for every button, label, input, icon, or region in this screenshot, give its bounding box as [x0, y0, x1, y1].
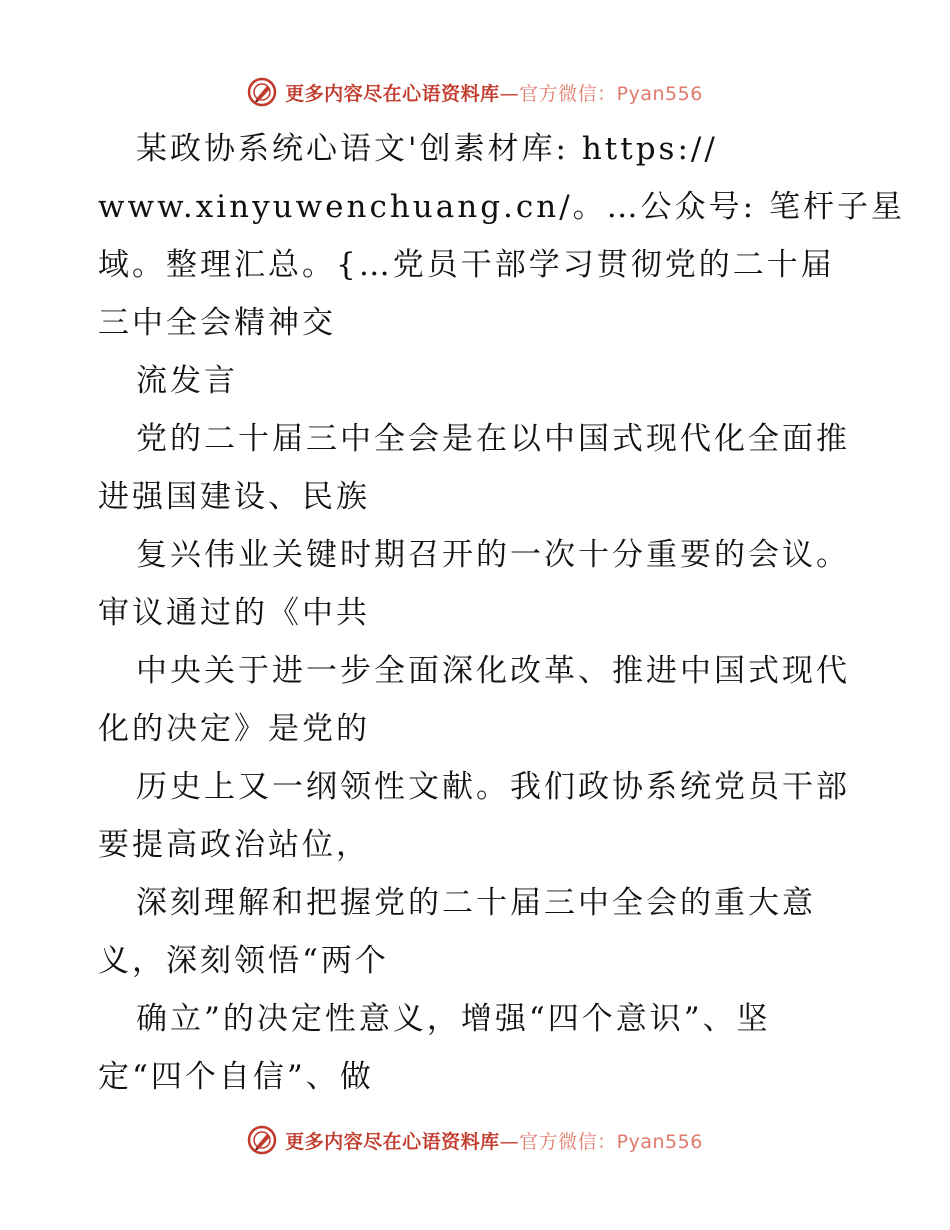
watermark-dash: —: [499, 1130, 520, 1153]
header-watermark: [0, 72, 950, 112]
pen-logo-icon: [247, 1125, 277, 1155]
text-line: 流发言: [136, 363, 238, 399]
text-line: 要提高政治站位，: [98, 827, 370, 863]
text-line: 进强国建设、民族: [98, 479, 370, 515]
text-line: 确立”的决定性意义，增强“四个意识”、坚: [136, 1001, 771, 1037]
footer-watermark: [0, 1120, 950, 1160]
text-line: 深刻理解和把握党的二十届三中全会的重大意: [136, 885, 816, 921]
watermark-text: [285, 1127, 703, 1154]
text-line: www.xinyuwenchuang.cn/。…公众号: 笔杆子星: [98, 189, 905, 225]
text-line: 定“四个自信”、做: [98, 1059, 374, 1095]
watermark-main: 更多内容尽在心语资料库: [285, 82, 500, 105]
document-body: [98, 120, 905, 1106]
text-line: 化的决定》是党的: [98, 711, 370, 747]
text-line: 审议通过的《中共: [98, 595, 370, 631]
text-line: 历史上又一纲领性文献。我们政协系统党员干部: [136, 769, 850, 805]
watermark-sub: 官方微信：Pyan556: [519, 1130, 703, 1153]
text-line: 域。整理汇总。{…党员干部学习贯彻党的二十届: [98, 247, 835, 283]
watermark-sub: 官方微信：Pyan556: [519, 82, 703, 105]
text-line: 中央关于进一步全面深化改革、推进中国式现代: [136, 653, 850, 689]
watermark-main: 更多内容尽在心语资料库: [285, 1130, 500, 1153]
watermark-text: [285, 79, 703, 106]
watermark-dash: —: [499, 82, 520, 105]
text-line: 三中全会精神交: [98, 305, 336, 341]
text-line: 某政协系统心语文'创素材库: https://: [136, 131, 718, 167]
text-line: 义，深刻领悟“两个: [98, 943, 389, 979]
text-line: 党的二十届三中全会是在以中国式现代化全面推: [136, 421, 850, 457]
pen-logo-icon: [247, 77, 277, 107]
text-line: 复兴伟业关键时期召开的一次十分重要的会议。: [136, 537, 850, 573]
